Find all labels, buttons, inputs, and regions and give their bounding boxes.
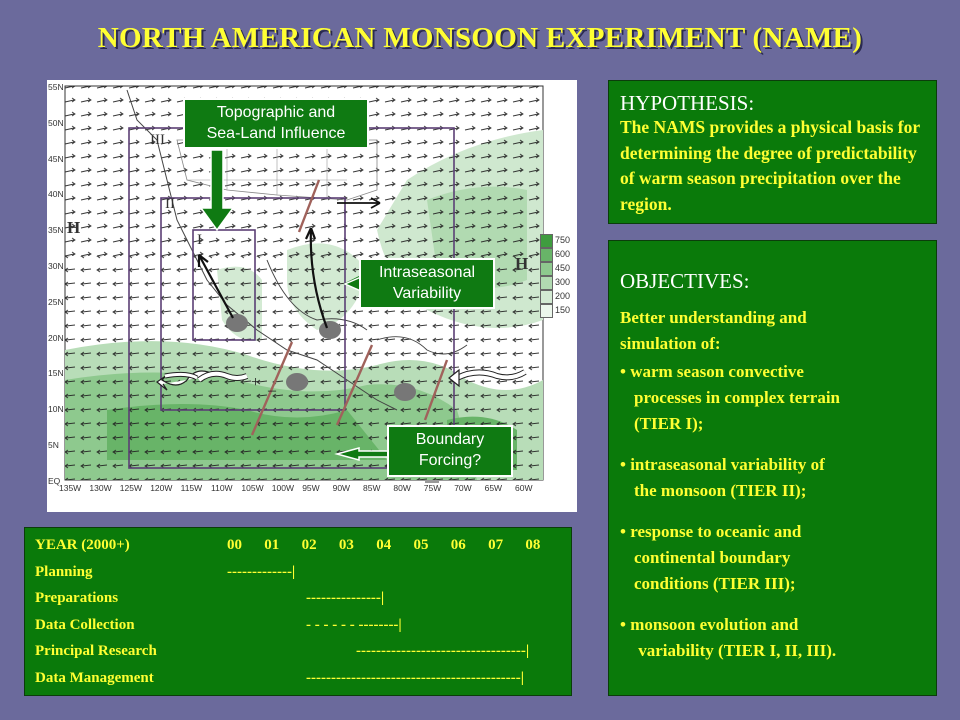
- callout-boundary-text: Boundary Forcing?: [415, 431, 485, 469]
- year-01: 01: [264, 537, 280, 553]
- sign-plus: +: [251, 374, 261, 391]
- region-label-II: II: [165, 196, 175, 212]
- callout-topographic: [183, 98, 369, 149]
- objective-1-line1: • warm season convective: [620, 362, 804, 381]
- schedule-bar-planning: -------------|: [227, 563, 296, 580]
- lon-label: 110W: [211, 483, 233, 493]
- slide-title: NORTH AMERICAN MONSOON EXPERIMENT (NAME): [97, 22, 863, 54]
- year-06: 06: [450, 537, 466, 553]
- schedule-row-data-management: [35, 670, 571, 697]
- year-08: 08: [525, 537, 541, 553]
- lon-label: 105W: [241, 483, 264, 493]
- legend-value: 750: [555, 235, 571, 245]
- year-07: 07: [488, 537, 504, 553]
- schedule-label-data-collection: Data Collection: [35, 616, 135, 633]
- hypothesis-heading: HYPOTHESIS:: [620, 91, 755, 115]
- objective-3-line3: conditions (TIER III);: [634, 574, 796, 593]
- objectives-intro: [620, 305, 928, 357]
- lon-label: 135W: [59, 483, 82, 493]
- objective-1-line3: (TIER I);: [634, 414, 704, 433]
- legend-value: 150: [555, 305, 571, 315]
- legend-value: 450: [555, 263, 571, 273]
- objective-3-line2: continental boundary: [634, 548, 791, 567]
- lon-label: 125W: [119, 483, 143, 493]
- schedule-header-label: YEAR (2000+): [35, 537, 130, 553]
- lon-label: 115W: [180, 483, 203, 493]
- objective-4-line2: variability (TIER I, II, III).: [634, 641, 837, 660]
- lon-label: 85W: [363, 483, 381, 493]
- high-pressure-west: H: [67, 218, 81, 237]
- monsoon-map: [47, 80, 577, 512]
- year-03: 03: [338, 537, 354, 553]
- region-label-III: III: [150, 132, 165, 148]
- objective-2-line1: • intraseasonal variability of: [620, 455, 825, 474]
- schedule-label-preparations: Preparations: [35, 590, 119, 607]
- schedule-label-planning: Planning: [35, 563, 93, 580]
- lat-label: 15N: [48, 368, 64, 379]
- lon-label: 120W: [150, 483, 173, 493]
- schedule-bar-preparations: ---------------|: [306, 590, 385, 607]
- lon-label: 65W: [484, 483, 503, 493]
- lon-label: 60W: [515, 483, 533, 493]
- lat-label: 25N: [48, 296, 64, 307]
- objective-bullet-1: [620, 359, 928, 437]
- lon-label: 70W: [454, 483, 472, 493]
- callout-intraseasonal-text: Intraseasonal Variability: [378, 264, 476, 302]
- lat-label: 30N: [48, 261, 64, 271]
- objectives-intro-line2: simulation of:: [620, 334, 721, 353]
- lat-label: 55N: [48, 82, 64, 92]
- lon-label: 75W: [423, 483, 442, 493]
- lon-label: 100W: [271, 483, 295, 493]
- lat-label: 35N: [48, 225, 64, 236]
- objective-bullet-3: [620, 519, 928, 597]
- year-04: 04: [376, 537, 392, 553]
- year-00: 00: [227, 537, 242, 553]
- schedule-bar-data-collection: - - - - - - --------|: [306, 616, 402, 633]
- callout-topographic-l1: Topographic and Sea-Land Influence: [206, 104, 346, 142]
- callout-intraseasonal: [359, 258, 495, 309]
- high-pressure-east: H: [515, 254, 529, 273]
- schedule-label-principal-research: Principal Research: [35, 643, 157, 660]
- year-02: 02: [301, 537, 317, 553]
- objective-4-line1: • monsoon evolution and: [620, 615, 799, 634]
- legend-value: 200: [555, 291, 571, 301]
- lat-label: 20N: [48, 332, 64, 343]
- objective-bullet-2: [620, 452, 928, 504]
- schedule-years: [227, 537, 563, 554]
- legend-value: 600: [555, 249, 571, 259]
- schedule-row-planning: [35, 564, 571, 591]
- legend-value: 300: [555, 277, 571, 287]
- objective-2-line2: the monsoon (TIER II);: [634, 481, 807, 500]
- lat-label: 45N: [48, 153, 64, 164]
- lon-label: 130W: [89, 483, 112, 493]
- sign-minus: –: [268, 382, 276, 399]
- schedule-bar-data-management: -------------------------------------------|: [306, 669, 525, 686]
- objective-bullet-4: [620, 612, 928, 664]
- schedule-row-preparations: [35, 590, 571, 617]
- lon-label: 80W: [393, 483, 411, 493]
- year-05: 05: [413, 537, 429, 553]
- lat-label: 5N: [48, 440, 59, 450]
- objective-3-line1: • response to oceanic and: [620, 522, 802, 541]
- region-label-I: I: [197, 232, 202, 248]
- objectives-heading: OBJECTIVES:: [620, 269, 750, 293]
- schedule-label-data-management: Data Management: [35, 669, 154, 686]
- lat-label: 10N: [48, 404, 64, 415]
- lat-label: EQ: [48, 475, 61, 486]
- schedule-panel: [24, 527, 572, 696]
- schedule-row-data-collection: [35, 617, 571, 644]
- objectives-intro-line1: Better understanding and: [620, 308, 807, 327]
- objective-1-line2: processes in complex terrain: [634, 388, 841, 407]
- schedule-header-row: [35, 537, 571, 564]
- lat-label: 50N: [48, 117, 64, 128]
- schedule-row-principal-research: [35, 643, 571, 670]
- lon-label: 95W: [302, 483, 320, 493]
- lat-label: 40N: [48, 189, 64, 200]
- hypothesis-text: The NAMS provides a physical basis for determining the degree of predictability of warm season precipitation over the region.: [620, 117, 920, 214]
- objectives-panel: [608, 240, 937, 696]
- lon-label: 90W: [332, 483, 351, 493]
- hypothesis-panel: [608, 80, 937, 224]
- callout-boundary: [387, 425, 513, 477]
- schedule-bar-principal-research: ----------------------------------|: [356, 643, 530, 660]
